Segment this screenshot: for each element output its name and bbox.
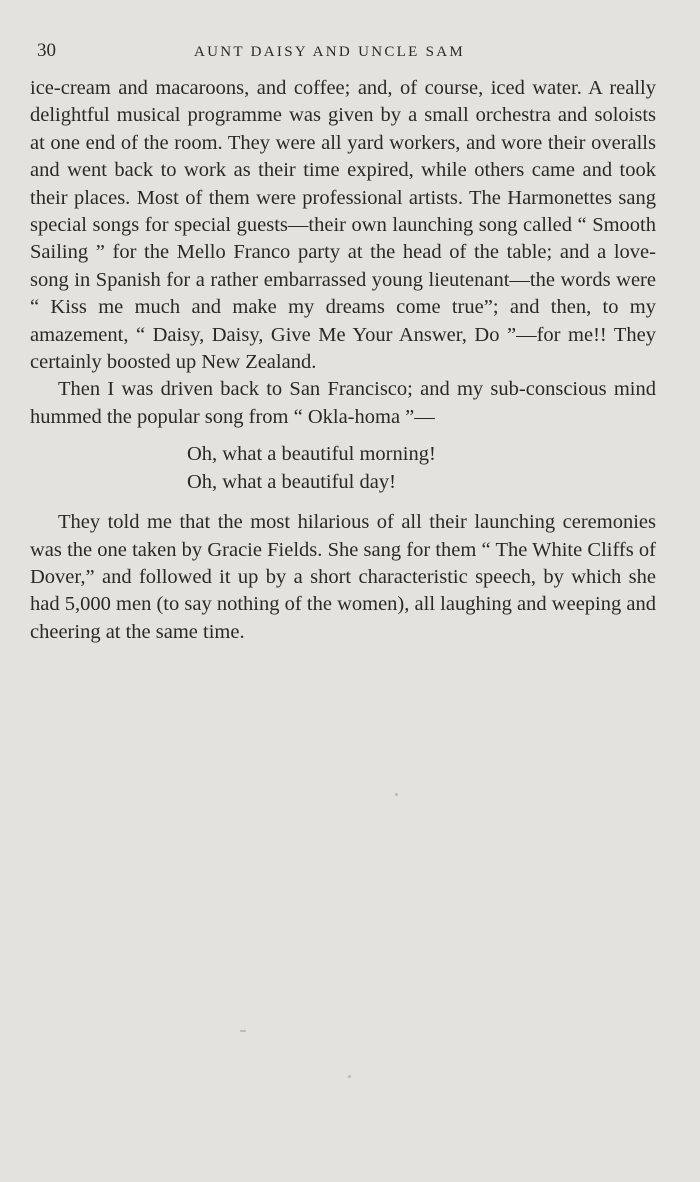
- body-text: [30, 75, 656, 646]
- paragraph-continued: ice-cream and macaroons, and coffee; and, of course, iced water. A really delightful musical programme was given by a small orchestra and soloists at one end of the room. They were all yard workers, and wore their overalls and went back to work as their time expired, while others came and took their places. Most of them were professional artists. The Harmonettes sang special songs for special guests—their own launching song called “ Smooth Sailing ” for the Mello Franco party at the head of the table; and a love-song in Spanish for a rather embarrassed young lieutenant—the words were “ Kiss me much and make my dreams come true”; and then, to my amazement, “ Daisy, Daisy, Give Me Your Answer, Do ”—for me!! They certainly boosted up New Zealand.: [30, 77, 656, 374]
- paper-speck: [395, 793, 398, 796]
- verse-line-2: Oh, what a beautiful day!: [187, 470, 396, 493]
- paper-speck: [240, 1030, 246, 1032]
- song-verse: [187, 441, 656, 496]
- running-title: AUNT DAISY AND UNCLE SAM: [194, 44, 466, 60]
- verse-line-1: Oh, what a beautiful morning!: [187, 443, 436, 466]
- paragraph-san-francisco: Then I was driven back to San Francisco; and my sub-conscious mind hummed the popular song from “ Okla-homa ”—: [30, 378, 656, 428]
- running-header: [37, 40, 657, 66]
- paragraph-gracie-fields: They told me that the most hilarious of all their launching ceremonies was the one taken by Gracie Fields. She sang for them “ The White Cliffs of Dover,” and followed it up by a short characteristic speech, by which she had 5,000 men (to say nothing of the women), all laughing and weeping and cheering at the same time.: [30, 511, 656, 643]
- paper-speck: [348, 1075, 351, 1078]
- page-number: 30: [37, 40, 56, 61]
